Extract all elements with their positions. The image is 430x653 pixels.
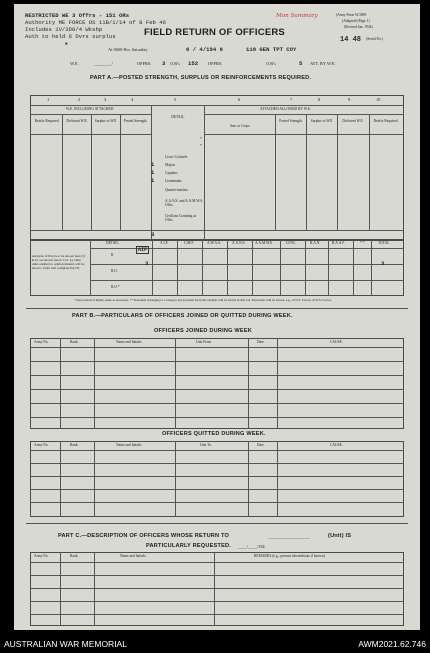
- total-posted: 3: [151, 231, 155, 238]
- rule: [277, 441, 278, 517]
- joined-col-date: Date.: [257, 340, 265, 344]
- col-num-5: 5: [174, 97, 177, 102]
- rule: [90, 280, 404, 281]
- rule: [152, 240, 153, 296]
- we-label: W.E.: [70, 61, 79, 66]
- rule: [252, 240, 253, 296]
- typed-line-2: Authority ME FORCE OS 11B/1/14 of 8 Feb 46: [25, 19, 166, 26]
- rule: [204, 134, 404, 135]
- quitted-table: [30, 441, 404, 517]
- form-title: FIELD RETURN OF OFFICERS: [144, 27, 285, 38]
- c-col-remarks: REMARKS (e.g., present whereabouts if known): [254, 554, 325, 558]
- typed-line-1: RESTRICTED WE 3 Offrs - 151 ORs: [25, 12, 130, 19]
- an-head-raaf: R.A.A.F.: [332, 241, 345, 245]
- archive-footer: [0, 636, 430, 653]
- an-head-aamws: A.A.M.W.S.: [255, 241, 273, 245]
- rule: [94, 338, 95, 429]
- analysis-note: Analysis of Part A to be shown here (if R.O. are shown below Col. 4). Only units entitled to reinforcements will be shown. Units will complete Part B.: [32, 254, 85, 270]
- head-deficient-right: Deficient W.E.: [342, 119, 364, 123]
- an-head-civil: CIVIL.: [286, 241, 297, 245]
- an-head-awas: A.W.A.S.: [207, 241, 221, 245]
- at-hours-label: At 0600 Hrs. Saturday: [108, 47, 148, 52]
- footer-accession: AWM2021.62.746: [358, 639, 426, 649]
- rule: [26, 308, 408, 309]
- rank-quartermasters: Quarter-masters: [165, 188, 189, 192]
- rule: [177, 240, 178, 296]
- part-b-heading: PART B.—PARTICULARS OF OFFICERS JOINED OR QUITTED DURING WEEK.: [72, 313, 293, 319]
- c-col-army: Army No.: [34, 554, 49, 558]
- group-left-heading: W.E. INCLUDING ATTACHED.: [66, 107, 115, 111]
- col-num-8: 8: [318, 97, 321, 102]
- aif-value: 3: [145, 260, 149, 267]
- joined-col-rank: Rank.: [70, 340, 79, 344]
- att-label: ATT. BY W.E.: [310, 61, 336, 66]
- rule: [337, 114, 338, 230]
- handwritten-note: Mon Summary: [276, 13, 318, 19]
- rule: [30, 230, 404, 231]
- rule: [91, 114, 92, 230]
- rule: [305, 240, 306, 296]
- rule: [62, 114, 63, 230]
- col-num-6: 6: [238, 97, 241, 102]
- asterisk: *: [200, 137, 202, 141]
- rule: [30, 105, 404, 106]
- an-head-aans: A.A.N.S.: [232, 241, 246, 245]
- rank-majors: Majors: [165, 163, 176, 167]
- return-date: 6 / 4/194 6: [186, 46, 223, 53]
- an-head-aif: A.I.F.: [160, 241, 169, 245]
- joined-col-army: Army No.: [34, 340, 49, 344]
- unit-name: 118 GEN TPT COY: [246, 46, 297, 53]
- rank-civilians: Civilians Counting as Offrs.: [165, 214, 197, 223]
- rule: [227, 240, 228, 296]
- rule: [60, 441, 61, 517]
- quitted-col-cause: CAUSE.: [330, 443, 343, 447]
- part-c-unit-is: (Unit) IS: [328, 533, 352, 539]
- part-c-date: ____/____/194: [238, 544, 265, 549]
- rule: [277, 338, 278, 429]
- col-num-3: 3: [104, 97, 107, 102]
- rule: [60, 552, 61, 626]
- joined-col-unit: Unit From.: [196, 340, 212, 344]
- rule: [175, 338, 176, 429]
- typed-line-4: Auth to held 6 Dvrs surplus: [25, 33, 116, 40]
- posted-captains: 1: [151, 169, 155, 176]
- rule: [90, 264, 404, 265]
- head-reints-right: Rein'ts Required.: [373, 119, 399, 123]
- col-num-7: 7: [290, 97, 293, 102]
- footer-source: AUSTRALIAN WAR MEMORIAL: [4, 639, 127, 649]
- ors-value-2: 5: [299, 60, 303, 67]
- joined-col-cause: CAUSE.: [330, 340, 343, 344]
- rank-captains: Captains: [165, 171, 178, 175]
- head-reints-left: Rein'ts Required.: [34, 119, 60, 123]
- posted-majors: 1: [151, 161, 155, 168]
- part-c-heading: PART C.—DESCRIPTION OF OFFICERS WHOSE RETURN TO: [58, 533, 230, 539]
- rule: [94, 441, 95, 517]
- col-num-4: 4: [131, 97, 134, 102]
- part-a-footnote: * Insert detail of higher ranks as necessary. ** Personnel belonging to a category not provided for in the analysis will be shown in this Col. Particulars will be shown, e.g., 2I U.S. Forces; 2I W.S. Forces.: [74, 298, 332, 302]
- rule: [275, 114, 276, 230]
- ors-label: O.R's: [170, 61, 180, 66]
- head-arm-corps: Arm or Corps.: [229, 124, 251, 128]
- joined-title: OFFICERS JOINED DURING WEEK: [154, 328, 253, 334]
- aif-stamp: AIF: [138, 246, 148, 253]
- rank-lt-colonels: Lieut.-Colonels: [165, 155, 188, 159]
- rule: [328, 240, 329, 296]
- rule: [371, 240, 372, 296]
- we-blank: ________/: [94, 61, 113, 66]
- total-value: 3: [381, 260, 385, 267]
- rule: [280, 240, 281, 296]
- part-c-blank: ___________________: [268, 534, 310, 539]
- quitted-title: OFFICERS QUITTED DURING WEEK.: [162, 431, 266, 437]
- an-head-ran: R.A.N.: [310, 241, 321, 245]
- rule: [175, 441, 176, 517]
- ors-value: 152: [188, 60, 199, 67]
- col-num-10: 10: [376, 97, 381, 102]
- ors-label-2: O.R's: [266, 61, 276, 66]
- quitted-col-army: Army No.: [34, 443, 49, 447]
- rule: [306, 114, 307, 230]
- col-num-9: 9: [348, 97, 351, 102]
- head-deficient-left: Deficient W.E.: [66, 119, 88, 123]
- rule: [26, 523, 408, 524]
- rank-aans: A.A.N.S. and A.A.M.W.S. Offrs.: [165, 199, 204, 208]
- rule: [214, 552, 215, 626]
- rule: [120, 114, 121, 230]
- head-detail: DETAIL.: [171, 115, 185, 119]
- rule: [248, 441, 249, 517]
- document-page: [14, 4, 420, 630]
- an-head-total: TOTAL.: [378, 241, 391, 245]
- asterisk: *: [200, 144, 202, 148]
- rule: [369, 114, 370, 230]
- quitted-col-name: Name and Initials.: [116, 443, 143, 447]
- an-row-ro: R.O.: [111, 269, 118, 273]
- head-surplus-right: Surplus to W.E.: [310, 119, 334, 123]
- serial-number: 14 48: [340, 36, 362, 44]
- rule: [30, 562, 404, 563]
- typed-line-3: Includes 1V/3D0/4 Wkshp: [25, 26, 103, 33]
- col-num-2: 2: [78, 97, 81, 102]
- joined-col-name: Name and Initials.: [116, 340, 143, 344]
- offrs-label: OFFRS.: [137, 61, 152, 66]
- an-head-detail: DETAIL.: [106, 241, 120, 245]
- form-line-1: (Army Form W.3009: [336, 13, 367, 17]
- joined-table: [30, 338, 404, 429]
- c-col-name: Name and Initials.: [120, 554, 147, 558]
- quitted-col-date: Date.: [257, 443, 265, 447]
- an-row-r: R: [111, 253, 114, 257]
- part-a-table: [30, 95, 404, 240]
- head-surplus-left: Surplus to W.E.: [94, 119, 118, 123]
- offrs-value: 3: [162, 60, 166, 67]
- rank-lieutenants: Lieutenants: [165, 179, 182, 183]
- part-c-heading-2: PARTICULARLY REQUESTED.: [146, 543, 231, 549]
- an-head-other: * *: [360, 241, 365, 245]
- quitted-col-unit: Unit To.: [200, 443, 212, 447]
- head-posted-left: Posted Strength.: [123, 119, 148, 123]
- c-col-rank: Rank.: [70, 554, 79, 558]
- serial-label: (Serial No.): [366, 37, 383, 41]
- rule: [202, 240, 203, 296]
- an-head-cmf: C.M.F.: [184, 241, 194, 245]
- col-num-1: 1: [47, 97, 50, 102]
- corner-mark: ▪: [64, 41, 69, 49]
- form-line-2: (Adapted) (Page 1): [342, 19, 370, 23]
- rule: [353, 240, 354, 296]
- rule: [94, 552, 95, 626]
- posted-lieutenants: 1: [151, 177, 155, 184]
- head-posted-right: Posted Strength.: [279, 119, 303, 123]
- part-a-heading: PART A.—POSTED STRENGTH, SURPLUS OR REINFORCEMENTS REQUIRED.: [90, 75, 312, 81]
- offrs-label-2: OFFRS.: [208, 61, 223, 66]
- rule: [204, 114, 404, 115]
- form-line-3: (Revised Jan. 1944): [344, 25, 373, 29]
- rule: [60, 338, 61, 429]
- an-row-ro2: R.O.*: [111, 285, 120, 289]
- part-c-table: [30, 552, 404, 626]
- rule: [248, 338, 249, 429]
- quitted-col-rank: Rank.: [70, 443, 79, 447]
- rule: [30, 450, 404, 451]
- rule: [30, 347, 404, 348]
- group-right-heading: ATTACHED ALLOWED BY W.E.: [260, 107, 311, 111]
